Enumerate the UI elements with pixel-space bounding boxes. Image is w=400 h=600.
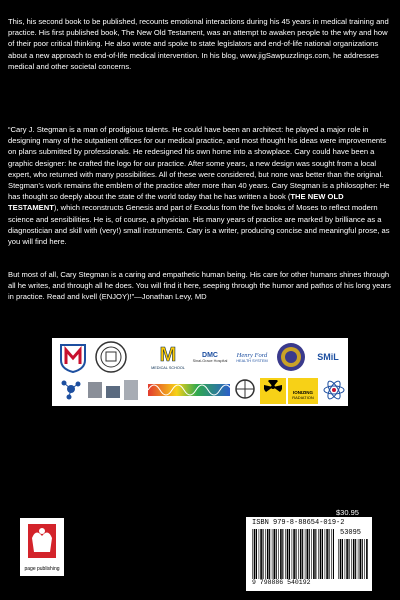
barcode-bar <box>265 529 266 579</box>
barcode-bar <box>349 539 350 579</box>
barcode-bar <box>259 529 260 579</box>
barcode-bar <box>338 539 339 579</box>
barcode-bar <box>272 529 273 579</box>
barcode-bar <box>362 539 363 579</box>
molecule-logo <box>60 378 82 400</box>
radiation-icon <box>264 380 282 394</box>
isbn-barcode <box>246 517 372 591</box>
affiliation-logos-panel <box>52 338 348 406</box>
barcode-bar <box>358 539 359 579</box>
barcode-bar <box>333 529 334 579</box>
crest-logo-1 <box>56 341 90 374</box>
barcode-bar <box>360 539 362 579</box>
crest-m-icon <box>57 342 89 374</box>
barcode-bar <box>267 529 269 579</box>
barcode-bar <box>311 529 312 579</box>
price-label: $30.95 <box>336 508 359 517</box>
medical-devices-image <box>86 378 142 402</box>
atom-icon <box>322 378 346 402</box>
atom-logo <box>322 378 346 402</box>
barcode-bar <box>318 529 319 579</box>
wheel-logo <box>234 378 256 400</box>
barcode-bar <box>296 529 297 579</box>
endorsement-text-start: “Cary J. Stegman is a man of prodigious talents. He could have been an architect: he played a major role in designing many of the outpatient offices for our medical practice, and most thought his ideas were improvements on plans submitted by professionals. He redesigned his own home into a showplace. Cary could have been a graphic designer: he crafted the logo for our practice. After some years, a new design was sought from a local expert, who returned with many possibilities. All of these were considered, but none was better than the original. Stegman’s work remains the emblem of the practice after more than 40 years. Cary Stegman is a philosopher: He has thought so deeply about the state of the world today that he has written a book ( <box>8 125 390 202</box>
addon-barcode-icon <box>338 539 368 579</box>
barcode-bar <box>340 539 342 579</box>
barcode-bar <box>342 539 343 579</box>
dmc-label: DMC <box>202 351 218 359</box>
barcode-bar <box>309 529 310 579</box>
henry-ford-caption: HEALTH SYSTEM <box>236 358 268 363</box>
henry-ford-logo <box>230 342 274 372</box>
barcode-bar <box>285 529 286 579</box>
barcode-bar <box>313 529 315 579</box>
barcode-bar <box>353 539 355 579</box>
barcode-bar <box>254 529 256 579</box>
barcode-bar <box>274 529 276 579</box>
seal-icon <box>94 340 128 374</box>
wheel-icon <box>234 378 256 400</box>
barcode-bar <box>351 539 352 579</box>
endorsement-closing-paragraph: But most of all, Cary Stegman is a caring and empathetic human being. His care for other humans shines through all he writes, and through all he does. You will find it here, seeping through the humor and pathos of his long years in practice. Read and kvell (ENJOY)!”—Jonathan Levy, MD <box>8 270 391 302</box>
spectrum-icon <box>146 378 232 402</box>
dmc-caption: Sinai-Grace Hospital <box>192 358 228 363</box>
barcode-bar <box>252 529 253 579</box>
barcode-bar <box>289 529 290 579</box>
barcode-bar <box>282 529 283 579</box>
ean-number: 9 798886 540192 <box>252 579 311 586</box>
barcode-bar <box>278 529 279 579</box>
barcode-bar <box>256 529 257 579</box>
smil-label: SMiL <box>317 352 339 362</box>
barcode-bar <box>300 529 302 579</box>
henry-ford-label: Henry Ford <box>236 351 268 359</box>
equipment-icon <box>86 378 142 402</box>
barcode-bar <box>320 529 322 579</box>
barcode-bar <box>269 529 270 579</box>
barcode-bar <box>302 529 303 579</box>
endorsement-text-end: ), which reconstructs Genesis and part of Exodus from the five books of Moses to reflect modern science and sensibilities. He is, of course, a physician. His many years of practice are marked by brilliance as a diagnostician and skill with (very!) small instruments. Cary is a writer, producing concise and meaningful prose, as you will find here. <box>8 203 390 247</box>
barcode-bar <box>292 529 293 579</box>
radiation-warning-sign <box>260 378 286 404</box>
barcode-bar <box>325 529 326 579</box>
round-seal-icon <box>275 341 307 373</box>
barcode-bar <box>364 539 365 579</box>
publisher-logo <box>20 518 64 576</box>
ean-barcode-icon <box>252 529 334 579</box>
radiation-caption: RADIATION <box>292 395 314 400</box>
barcode-bar <box>287 529 289 579</box>
michigan-medical-school-logo <box>148 340 188 374</box>
ionizing-radiation-sign <box>288 378 318 404</box>
michigan-caption: MEDICAL SCHOOL <box>151 366 185 370</box>
ionizing-label: IONIZING <box>293 390 313 395</box>
barcode-bar <box>293 529 295 579</box>
barcode-bar <box>345 539 346 579</box>
barcode-bar <box>355 539 356 579</box>
price-addon-number: 53095 <box>340 529 362 537</box>
author-bio-paragraph: This, his second book to be published, recounts emotional interactions during his 45 years in medical training and practice. His first published book, The New Old Testament, was an attempt to awaken people to the why and how of their poor critical thinking. He also wrote and spoke to state legislators and end-of-life national organizations about a new approach to end-of-life medical intervention. In his blog, www.jigSawpuzzlings.com, he addresses medical and other societal concerns. <box>8 17 389 71</box>
book-title-bold: THE NEW OLD TESTAMENT <box>8 192 344 213</box>
barcode-bar <box>366 539 368 579</box>
barcode-bar <box>322 529 323 579</box>
block-m-icon: M <box>159 344 177 366</box>
barcode-bar <box>280 529 282 579</box>
endorsement-paragraph <box>8 124 392 247</box>
barcode-bar <box>331 529 332 579</box>
dmc-logo <box>190 342 230 372</box>
molecule-icon <box>60 378 82 400</box>
barcode-bar <box>346 539 348 579</box>
barcode-bar <box>260 529 262 579</box>
isbn-text: ISBN 979-8-88654-019-2 <box>252 519 345 527</box>
round-seal-logo <box>274 340 308 374</box>
barcode-bar <box>263 529 264 579</box>
barcode-bar <box>326 529 328 579</box>
smil-logo <box>310 344 346 370</box>
university-seal-logo <box>94 340 128 374</box>
publisher-emblem-icon <box>20 518 64 564</box>
barcode-bar <box>305 529 306 579</box>
barcode-bar <box>329 529 330 579</box>
barcode-bar <box>276 529 277 579</box>
barcode-bar <box>307 529 309 579</box>
barcode-bar <box>298 529 299 579</box>
barcode-bar <box>315 529 316 579</box>
publisher-name: page publishing <box>24 566 60 572</box>
spectrum-image <box>146 378 232 402</box>
